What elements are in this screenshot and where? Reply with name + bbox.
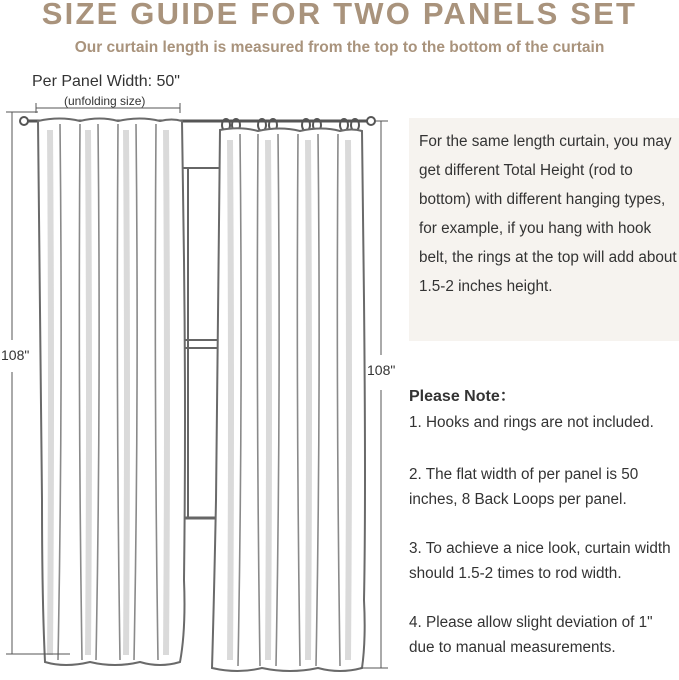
note-item: 4. Please allow slight deviation of 1" due to manual measurements. xyxy=(409,614,653,656)
note-item: 2. The flat width of per panel is 50 inches, 8 Back Loops per panel. xyxy=(409,466,639,508)
left-height-label: 108" xyxy=(1,347,30,363)
note-item: 1. Hooks and rings are not included. xyxy=(409,414,654,431)
left-curtain-panel xyxy=(38,119,185,666)
info-text: For the same length curtain, you may get different Total Height (rod to bottom) with different hanging types, for example, if you hang with hook belt, the rings at the top will add about 1.5-2 inches height. xyxy=(419,133,677,296)
right-height-label: 108" xyxy=(367,362,396,378)
page-subtitle: Our curtain length is measured from the top to the bottom of the curtain xyxy=(74,39,605,56)
page-title: SIZE GUIDE FOR TWO PANELS SET xyxy=(41,0,638,31)
panel-width-sublabel: (unfolding size) xyxy=(64,94,146,108)
note-item: 3. To achieve a nice look, curtain width should 1.5-2 times to rod width. xyxy=(409,540,671,582)
right-curtain-panel xyxy=(212,128,365,671)
panel-width-label: Per Panel Width: 50" xyxy=(32,73,180,90)
notes-title: Please Note： xyxy=(409,388,516,405)
